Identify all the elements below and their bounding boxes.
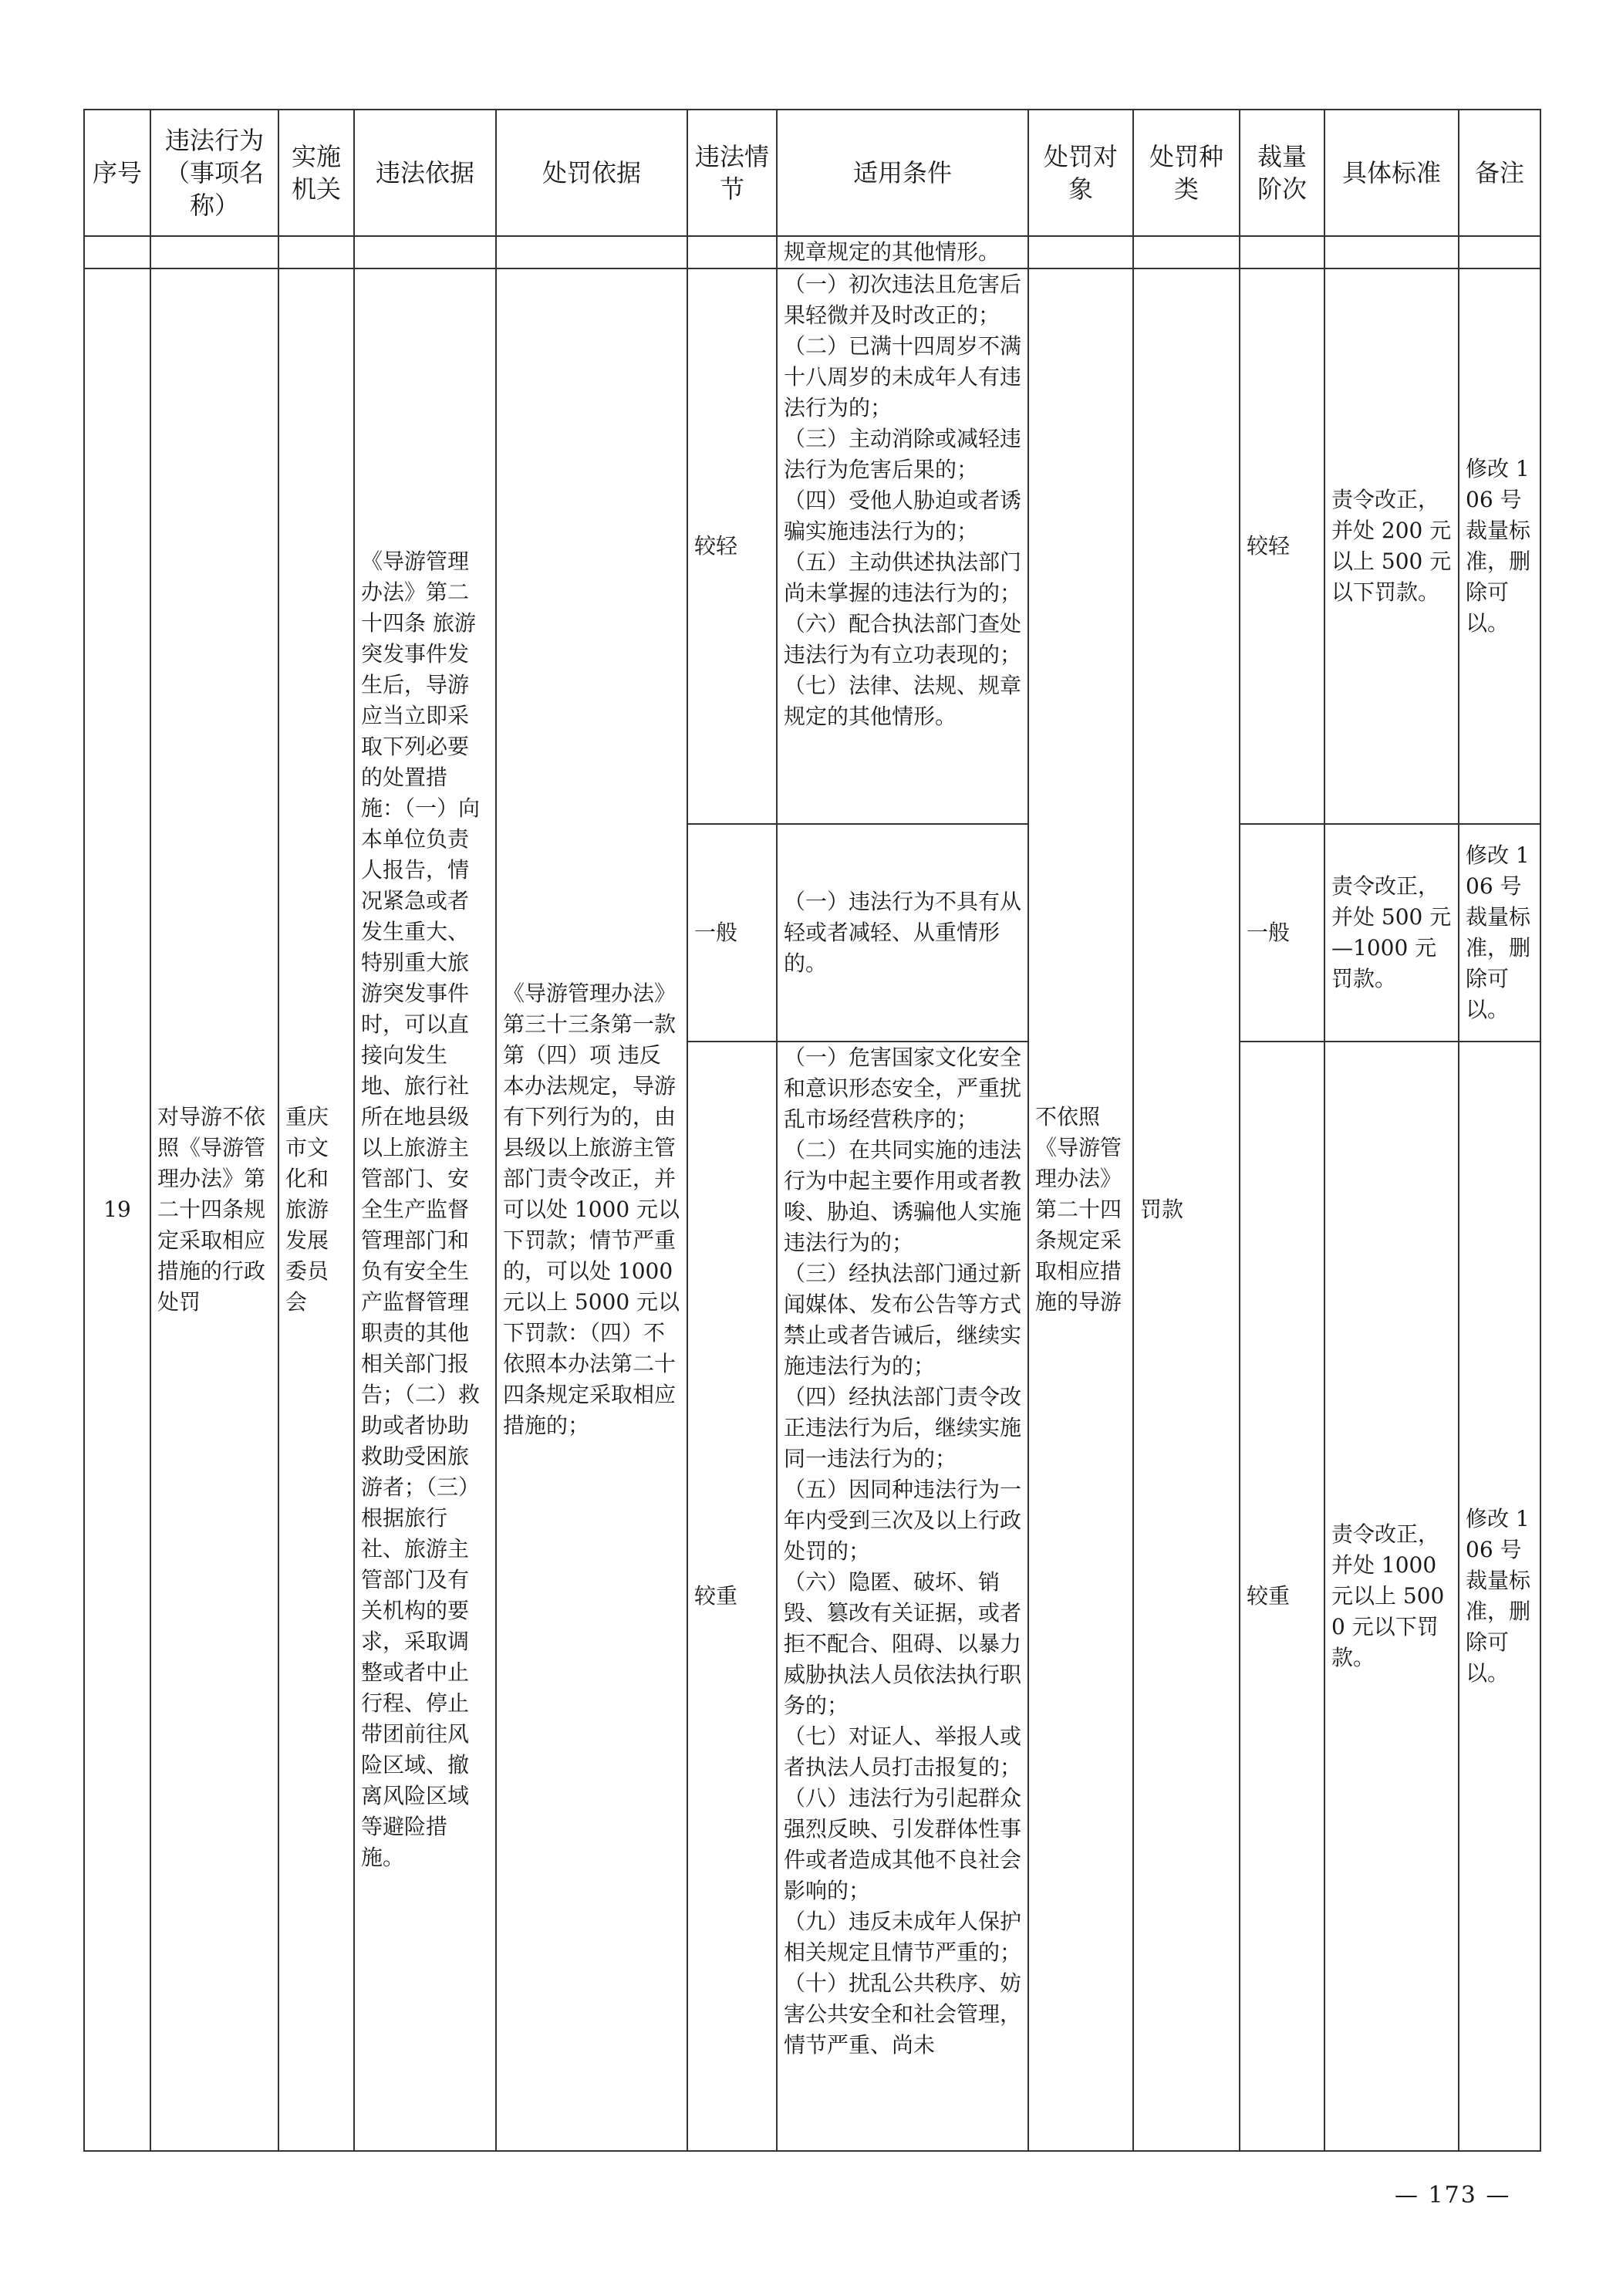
- remark-serious: 修改 106 号裁量标准，删除可以。: [1459, 1042, 1540, 2151]
- list-item: （五）主动供述执法部门尚未掌握的违法行为的；: [784, 549, 1022, 606]
- list-item: （八）违法行为引起群众强烈反映、引发群体性事件或者造成其他不良社会影响的；: [784, 1785, 1022, 1903]
- header-standard: 具体标准: [1324, 110, 1459, 236]
- authority-name: 重庆市文化和旅游发展委员会: [278, 268, 354, 2151]
- standard-light: 责令改正，并处 200 元以上 500 元以下罚款。: [1324, 268, 1459, 824]
- list-item: （四）经执法部门责令改正违法行为后，继续实施同一违法行为的；: [784, 1384, 1022, 1471]
- grade-normal: 一般: [1240, 824, 1324, 1042]
- continuation-row: [84, 236, 1540, 268]
- circumstance-serious: 较重: [687, 1042, 777, 2151]
- header-penalty-basis: 处罚依据: [496, 110, 687, 236]
- header-conditions: 适用条件: [777, 110, 1028, 236]
- grade-light: 较轻: [1240, 268, 1324, 824]
- list-item: （一）危害国家文化安全和意识形态安全，严重扰乱市场经营秩序的；: [784, 1045, 1022, 1132]
- header-remark: 备注: [1459, 110, 1540, 236]
- list-item: （三）经执法部门通过新闻媒体、发布公告等方式禁止或者告诫后，继续实施违法行为的；: [784, 1261, 1022, 1379]
- list-item: （二）已满十四周岁不满十八周岁的未成年人有违法行为的；: [784, 333, 1022, 420]
- penalty-discretion-table: [83, 109, 1541, 2152]
- row-number: 19: [84, 268, 150, 2151]
- standard-serious: 责令改正，并处 1000 元以上 5000 元以下罚款。: [1324, 1042, 1459, 2151]
- conditions-light: [777, 268, 1028, 824]
- penalty-type: 罚款: [1133, 268, 1240, 2151]
- header-grade: 裁量阶次: [1240, 110, 1324, 236]
- circumstance-light: 较轻: [687, 268, 777, 824]
- list-item: （一）初次违法且危害后果轻微并及时改正的；: [784, 272, 1022, 328]
- list-item: （十）扰乱公共秩序、妨害公共安全和社会管理，情节严重、尚未: [784, 1970, 1022, 2058]
- list-item: （七）法律、法规、规章规定的其他情形。: [784, 673, 1022, 729]
- remark-normal: 修改 106 号裁量标准，删除可以。: [1459, 824, 1540, 1042]
- list-item: （六）隐匿、破坏、销毁、篡改有关证据，或者拒不配合、阻碍、以暴力威胁执法人员依法执行职务的；: [784, 1569, 1022, 1718]
- header-authority: 实施机关: [278, 110, 354, 236]
- grade-serious: 较重: [1240, 1042, 1324, 2151]
- list-item: （一）违法行为不具有从轻或者减轻、从重情形的。: [784, 889, 1022, 976]
- list-item: （六）配合执法部门查处违法行为有立功表现的；: [784, 611, 1022, 667]
- conditions-normal: [777, 824, 1028, 1042]
- document-page: [83, 109, 1540, 2152]
- circumstance-normal: 一般: [687, 824, 777, 1042]
- header-target: 处罚对象: [1028, 110, 1133, 236]
- header-violation: 违法行为（事项名称）: [150, 110, 278, 236]
- list-item: （九）违反未成年人保护相关规定且情节严重的；: [784, 1909, 1022, 1965]
- header-legal-basis: 违法依据: [354, 110, 496, 236]
- header-circumstance: 违法情节: [687, 110, 777, 236]
- list-item: （三）主动消除或减轻违法行为危害后果的；: [784, 426, 1022, 482]
- penalty-target: 不依照《导游管理办法》第二十四条规定采取相应措施的导游: [1028, 268, 1133, 2151]
- penalty-basis-text: 《导游管理办法》第三十三条第一款第（四）项 违反本办法规定，导游有下列行为的，由县级以上旅游主管部门责令改正，并可以处 1000 元以下罚款；情节严重的，可以处 1000 元以上 5000 元以下罚款：（四）不依照本办法第二十四条规定采取相应措施的；: [496, 268, 687, 2151]
- header-row: [84, 110, 1540, 236]
- violation-name: 对导游不依照《导游管理办法》第二十四条规定采取相应措施的行政处罚: [150, 268, 278, 2151]
- standard-normal: 责令改正，并处 500 元—1000 元罚款。: [1324, 824, 1459, 1042]
- conditions-serious: [777, 1042, 1028, 2151]
- page-number: — 173 —: [1395, 2182, 1511, 2209]
- header-number: 序号: [84, 110, 150, 236]
- legal-basis-text: 《导游管理办法》第二十四条 旅游突发事件发生后，导游应当立即采取下列必要的处置措施：（一）向本单位负责人报告，情况紧急或者发生重大、特别重大旅游突发事件时，可以直接向发生地、旅行社所在地县级以上旅游主管部门、安全生产监督管理部门和负有安全生产监督管理职责的其他相关部门报告；（二）救助或者协助救助受困旅游者；（三）根据旅行社、旅游主管部门及有关机构的要求，采取调整或者中止行程、停止带团前往风险区域、撤离风险区域等避险措施。: [354, 268, 496, 2151]
- list-item: （二）在共同实施的违法行为中起主要作用或者教唆、胁迫、诱骗他人实施违法行为的；: [784, 1137, 1022, 1255]
- continuation-text: 规章规定的其他情形。: [777, 236, 1028, 268]
- header-penalty-type: 处罚种类: [1133, 110, 1240, 236]
- list-item: （五）因同种违法行为一年内受到三次及以上行政处罚的；: [784, 1477, 1022, 1564]
- list-item: （七）对证人、举报人或者执法人员打击报复的；: [784, 1724, 1022, 1780]
- table-row: [84, 268, 1540, 824]
- list-item: （四）受他人胁迫或者诱骗实施违法行为的；: [784, 488, 1022, 544]
- remark-light: 修改 106 号裁量标准，删除可以。: [1459, 268, 1540, 824]
